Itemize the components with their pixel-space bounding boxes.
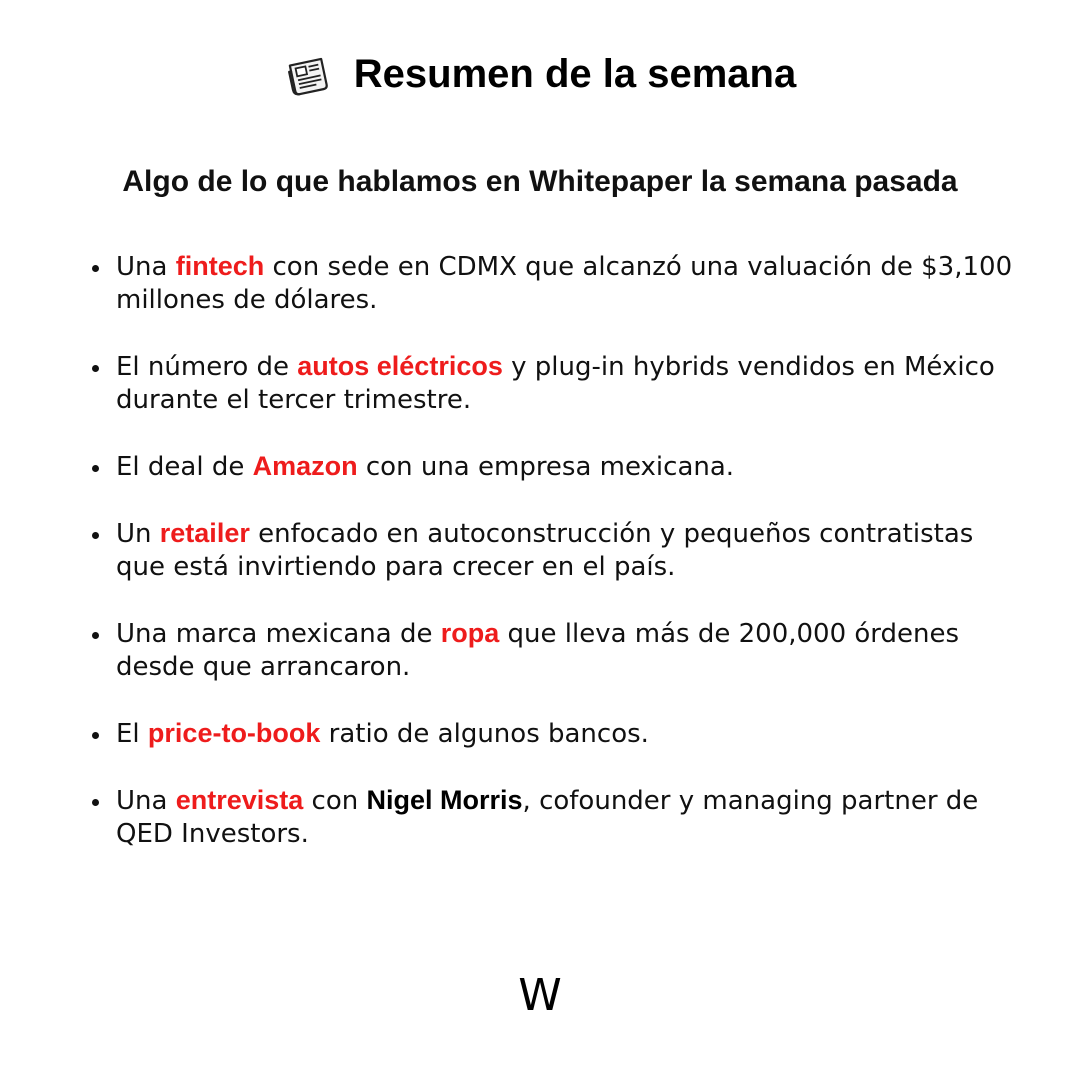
brand-logo: W xyxy=(518,970,562,1021)
header xyxy=(0,44,1080,104)
summary-list xyxy=(116,250,1016,884)
newspaper-icon xyxy=(284,50,332,98)
highlight-term: autos eléctricos xyxy=(297,351,503,381)
list-item xyxy=(116,517,1016,584)
item-text: con xyxy=(303,786,367,816)
list-item xyxy=(116,450,1016,484)
item-text: El xyxy=(116,719,148,749)
page-title: Resumen de la semana xyxy=(353,52,797,96)
item-text: Un xyxy=(116,519,160,549)
list-item xyxy=(116,784,1016,851)
bullet-dot xyxy=(92,265,99,272)
bullet-dot xyxy=(92,465,99,472)
highlight-term: entrevista xyxy=(175,785,304,815)
highlight-term: fintech xyxy=(175,251,265,281)
bullet-dot xyxy=(92,365,99,372)
item-text: ratio de algunos bancos. xyxy=(320,719,649,749)
highlight-term: ropa xyxy=(440,618,500,648)
bullet-dot xyxy=(92,632,99,639)
bullet-dot xyxy=(92,799,99,806)
item-text: El deal de xyxy=(116,452,253,482)
item-text: y plug-in hybrids vendidos en México durante el tercer trimestre. xyxy=(116,352,995,415)
list-item xyxy=(116,250,1016,317)
subtitle: Algo de lo que hablamos en Whitepaper la semana pasada xyxy=(122,165,958,198)
item-text: enfocado en autoconstrucción y pequeños contratistas que está invirtiendo para crecer en el país. xyxy=(116,519,974,582)
list-item xyxy=(116,350,1016,417)
item-text: El número de xyxy=(116,352,298,382)
item-text: que lleva más de 200,000 órdenes desde que arrancaron. xyxy=(116,619,960,682)
item-text: , cofounder y managing partner de QED Investors. xyxy=(116,786,979,849)
item-text: Una xyxy=(116,252,176,282)
highlight-term: price-to-book xyxy=(147,718,321,748)
item-text: con sede en CDMX que alcanzó una valuación de $3,100 millones de dólares. xyxy=(116,252,1013,315)
highlight-term: retailer xyxy=(159,518,250,548)
item-text: Una marca mexicana de xyxy=(116,619,441,649)
list-item xyxy=(116,617,1016,684)
bullet-dot xyxy=(92,532,99,539)
item-text: Una xyxy=(116,786,176,816)
person-name: Nigel Morris xyxy=(366,785,523,815)
bullet-dot xyxy=(92,732,99,739)
list-item xyxy=(116,717,1016,751)
highlight-term: Amazon xyxy=(252,451,358,481)
item-text: con una empresa mexicana. xyxy=(357,452,735,482)
